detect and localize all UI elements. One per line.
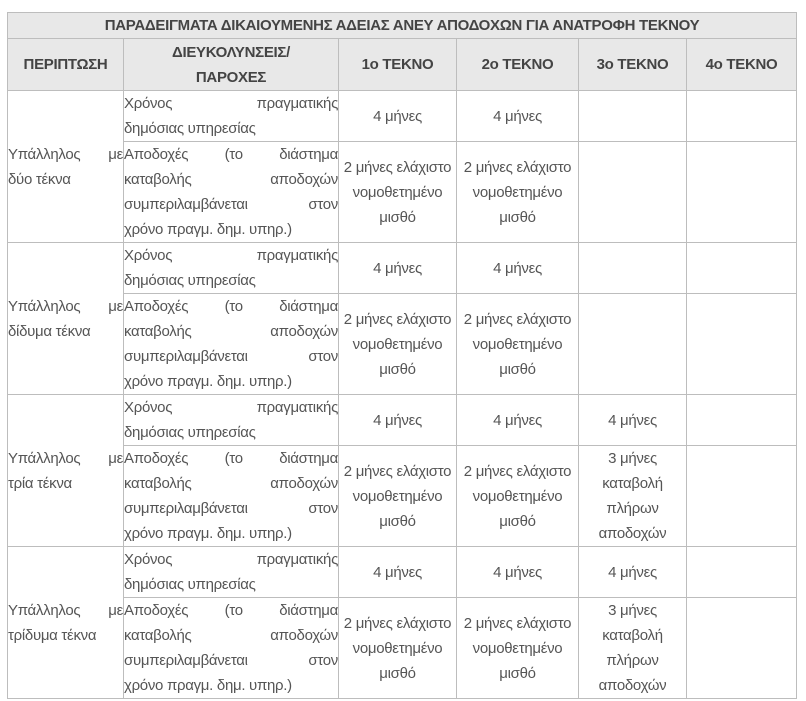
facility-line: Χρόνος πραγματικής [124, 551, 338, 568]
facility-line: καταβολής αποδοχών [124, 475, 338, 492]
child-3-cell [579, 294, 687, 395]
child-4-cell [687, 446, 797, 547]
child-1-cell: 4 μήνες [339, 243, 457, 294]
child-1-cell: 4 μήνες [339, 395, 457, 446]
child-2-cell: 4 μήνες [457, 547, 579, 598]
facility-line: συμπεριλαμβάνεται στον [124, 196, 338, 213]
facility-line: χρόνο πραγμ. δημ. υπηρ.) [124, 221, 292, 238]
header-child-3: 3ο ΤΕΚΝΟ [579, 39, 687, 91]
header-child-2: 2ο ΤΕΚΝΟ [457, 39, 579, 91]
facility-line: συμπεριλαμβάνεται στον [124, 652, 338, 669]
facility-line: Χρόνος πραγματικής [124, 95, 338, 112]
facility-line: καταβολής αποδοχών [124, 627, 338, 644]
facility-line: Αποδοχές (το διάστημα [124, 450, 338, 467]
header-child-1: 1ο ΤΕΚΝΟ [339, 39, 457, 91]
child-2-cell: 4 μήνες [457, 395, 579, 446]
child-1-cell: 2 μήνες ελάχιστο νομοθετημένο μισθό [339, 598, 457, 699]
facility-line: χρόνο πραγμ. δημ. υπηρ.) [124, 373, 292, 390]
child-3-cell: 3 μήνες καταβολή πλήρων αποδοχών [579, 446, 687, 547]
child-3-cell: 4 μήνες [579, 547, 687, 598]
facility-line: καταβολής αποδοχών [124, 323, 338, 340]
header-child-4: 4ο ΤΕΚΝΟ [687, 39, 797, 91]
facility-line: δημόσιας υπηρεσίας [124, 424, 256, 441]
child-4-cell [687, 547, 797, 598]
child-2-cell: 4 μήνες [457, 243, 579, 294]
facility-pay [124, 294, 339, 395]
table-row [8, 547, 797, 598]
child-2-cell: 2 μήνες ελάχιστο νομοθετημένο μισθό [457, 446, 579, 547]
child-1-cell: 2 μήνες ελάχιστο νομοθετημένο μισθό [339, 446, 457, 547]
facility-service-time [124, 243, 339, 294]
child-1-cell: 2 μήνες ελάχιστο νομοθετημένο μισθό [339, 142, 457, 243]
facility-pay [124, 598, 339, 699]
case-cell: Υπάλληλος με δύο τέκνα [8, 91, 124, 243]
child-2-cell: 2 μήνες ελάχιστο νομοθετημένο μισθό [457, 598, 579, 699]
child-4-cell [687, 598, 797, 699]
facility-line: συμπεριλαμβάνεται στον [124, 500, 338, 517]
child-1-cell: 2 μήνες ελάχιστο νομοθετημένο μισθό [339, 294, 457, 395]
child-2-cell: 4 μήνες [457, 91, 579, 142]
table-row [8, 243, 797, 294]
table-row [8, 598, 797, 699]
child-1-cell: 4 μήνες [339, 91, 457, 142]
child-2-cell: 2 μήνες ελάχιστο νομοθετημένο μισθό [457, 142, 579, 243]
child-4-cell [687, 91, 797, 142]
child-4-cell [687, 395, 797, 446]
facility-line: χρόνο πραγμ. δημ. υπηρ.) [124, 677, 292, 694]
table-title: ΠΑΡΑΔΕΙΓΜΑΤΑ ΔΙΚΑΙΟΥΜΕΝΗΣ ΑΔΕΙΑΣ ΑΝΕΥ ΑΠΟΔΟΧΩΝ ΓΙΑ ΑΝΑΤΡΟΦΗ ΤΕΚΝΟΥ [8, 13, 797, 39]
facility-line: χρόνο πραγμ. δημ. υπηρ.) [124, 525, 292, 542]
facility-line: δημόσιας υπηρεσίας [124, 120, 256, 137]
table-row [8, 142, 797, 243]
child-2-cell: 2 μήνες ελάχιστο νομοθετημένο μισθό [457, 294, 579, 395]
facility-service-time [124, 91, 339, 142]
child-3-cell [579, 91, 687, 142]
child-4-cell [687, 142, 797, 243]
facility-pay [124, 446, 339, 547]
table-row [8, 395, 797, 446]
table-row [8, 91, 797, 142]
facility-line: Χρόνος πραγματικής [124, 399, 338, 416]
case-cell: Υπάλληλος με δίδυμα τέκνα [8, 243, 124, 395]
header-facilities: ΔΙΕΥΚΟΛΥΝΣΕΙΣ/ ΠΑΡΟΧΕΣ [124, 39, 339, 91]
facility-line: καταβολής αποδοχών [124, 171, 338, 188]
child-1-cell: 4 μήνες [339, 547, 457, 598]
facility-line: Αποδοχές (το διάστημα [124, 146, 338, 163]
header-case: ΠΕΡΙΠΤΩΣΗ [8, 39, 124, 91]
facility-service-time [124, 395, 339, 446]
table-row [8, 294, 797, 395]
facility-line: δημόσιας υπηρεσίας [124, 272, 256, 289]
leave-examples-table [7, 12, 797, 699]
facility-line: δημόσιας υπηρεσίας [124, 576, 256, 593]
facility-line: Αποδοχές (το διάστημα [124, 602, 338, 619]
child-3-cell: 4 μήνες [579, 395, 687, 446]
child-3-cell [579, 142, 687, 243]
facility-service-time [124, 547, 339, 598]
child-4-cell [687, 294, 797, 395]
case-cell: Υπάλληλος με τρία τέκνα [8, 395, 124, 547]
case-cell: Υπάλληλος με τρίδυμα τέκνα [8, 547, 124, 699]
facility-line: συμπεριλαμβάνεται στον [124, 348, 338, 365]
child-3-cell: 3 μήνες καταβολή πλήρων αποδοχών [579, 598, 687, 699]
child-3-cell [579, 243, 687, 294]
facility-pay [124, 142, 339, 243]
child-4-cell [687, 243, 797, 294]
facility-line: Χρόνος πραγματικής [124, 247, 338, 264]
table-row [8, 446, 797, 547]
facility-line: Αποδοχές (το διάστημα [124, 298, 338, 315]
